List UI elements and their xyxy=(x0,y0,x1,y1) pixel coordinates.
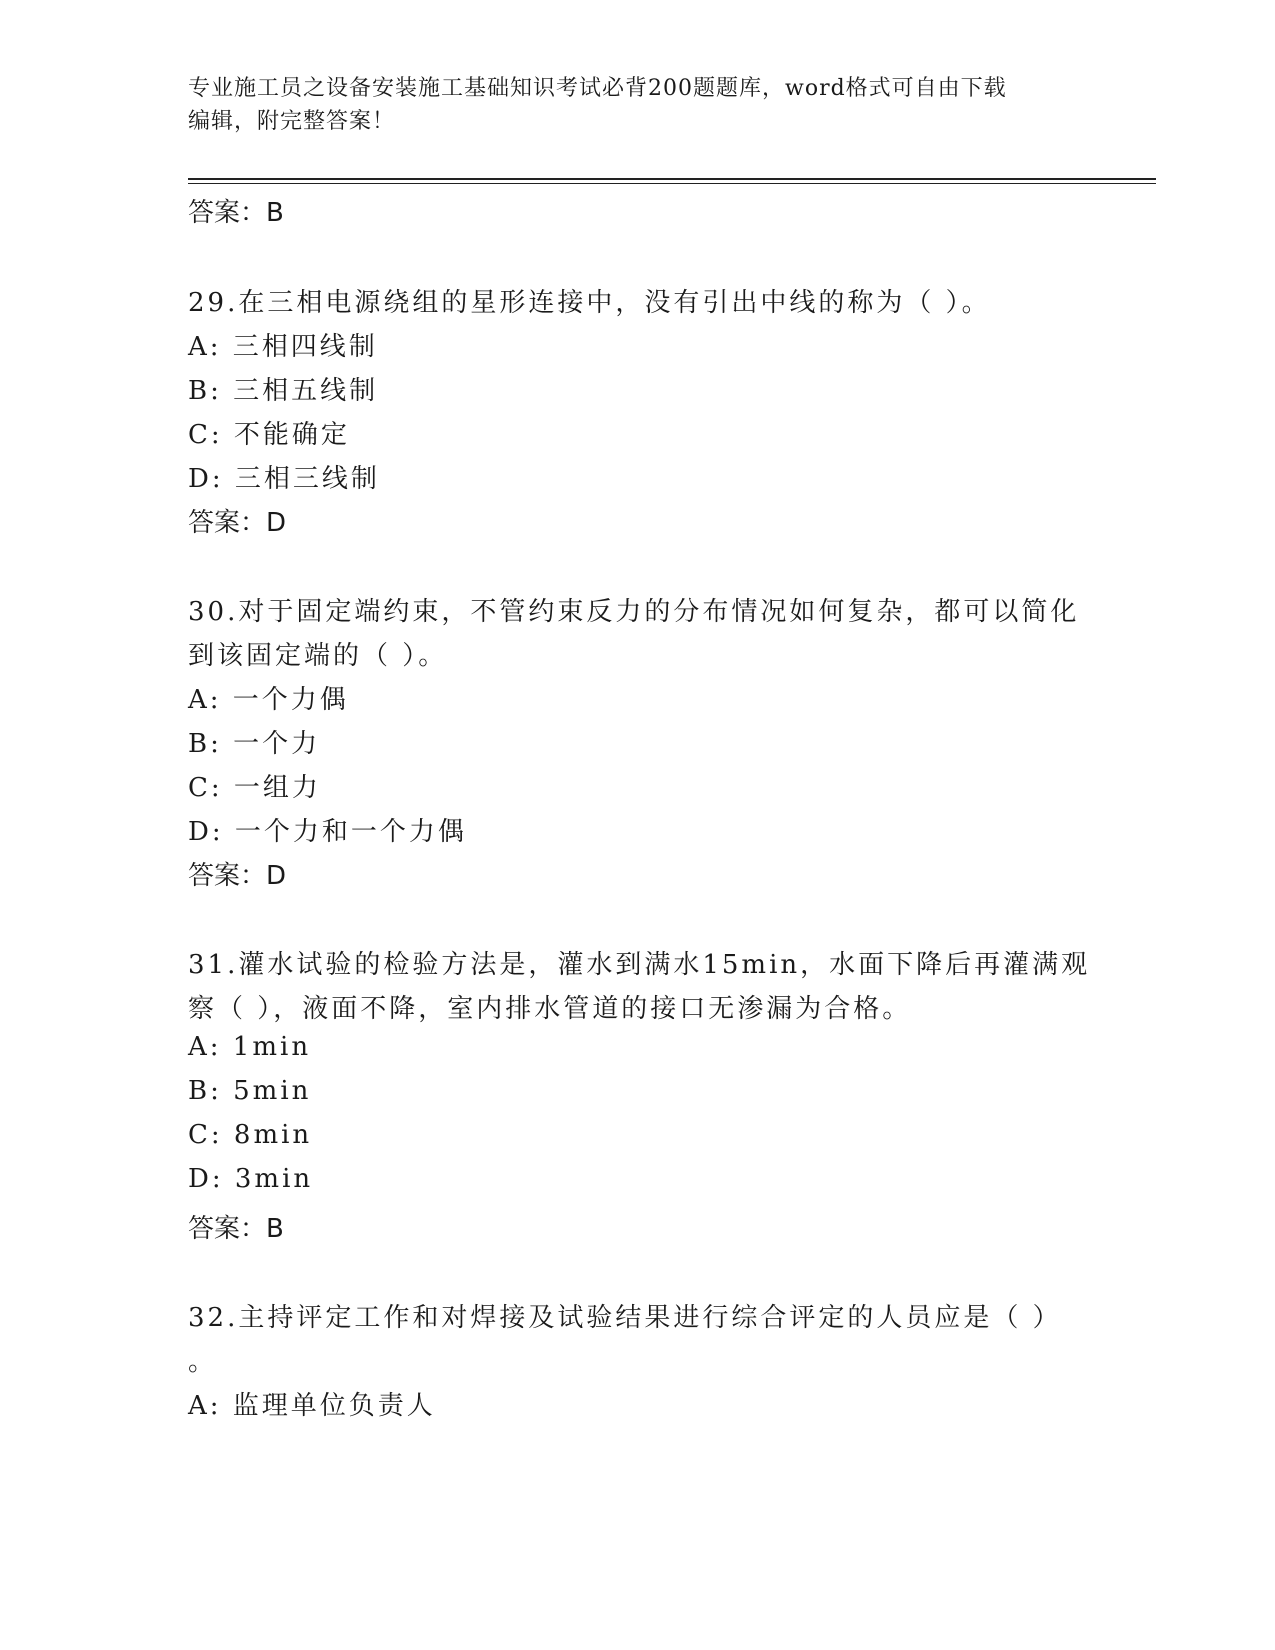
question-32-option-a: A: 监理单位负责人 xyxy=(188,1391,436,1421)
question-30-option-d: D: 一个力和一个力偶 xyxy=(188,817,467,847)
question-31-option-d: D: 3min xyxy=(188,1164,314,1194)
answer-29: 答案：D xyxy=(188,508,287,538)
question-31-stem-line-1: 31.灌水试验的检验方法是，灌水到满水15min，水面下降后再灌满观 xyxy=(188,950,1091,980)
question-29-option-c: C: 不能确定 xyxy=(188,420,350,450)
question-31-stem-line-2: 察（ ），液面不降，室内排水管道的接口无渗漏为合格。 xyxy=(188,994,912,1024)
question-29-stem: 29.在三相电源绕组的星形连接中，没有引出中线的称为（ ）。 xyxy=(188,288,991,318)
question-31-option-a: A: 1min xyxy=(188,1032,312,1062)
header-divider-thin xyxy=(188,183,1156,184)
header-line-1: 专业施工员之设备安装施工基础知识考试必背200题题库，word格式可自由下载 xyxy=(188,76,1007,101)
question-30-stem-line-1: 30.对于固定端约束，不管约束反力的分布情况如何复杂，都可以简化 xyxy=(188,597,1080,627)
question-30-option-a: A: 一个力偶 xyxy=(188,685,349,715)
answer-30: 答案：D xyxy=(188,861,287,891)
question-32-stem-line-1: 32.主持评定工作和对焊接及试验结果进行综合评定的人员应是（ ） xyxy=(188,1303,1062,1333)
question-32-stem-line-2: 。 xyxy=(188,1347,218,1377)
document-header xyxy=(188,72,1068,138)
header-line-2: 编辑，附完整答案！ xyxy=(188,109,396,134)
question-30-option-c: C: 一组力 xyxy=(188,773,321,803)
question-29-option-a: A: 三相四线制 xyxy=(188,332,378,362)
question-29-option-d: D: 三相三线制 xyxy=(188,464,380,494)
question-30-stem-line-2: 到该固定端的（ ）。 xyxy=(188,641,448,671)
question-30-option-b: B: 一个力 xyxy=(188,729,321,759)
question-31-option-b: B: 5min xyxy=(188,1076,312,1106)
answer-31: 答案：B xyxy=(188,1214,284,1244)
header-divider-thick xyxy=(188,178,1156,180)
answer-28: 答案：B xyxy=(188,198,284,228)
question-29-option-b: B: 三相五线制 xyxy=(188,376,379,406)
question-31-option-c: C: 8min xyxy=(188,1120,313,1150)
